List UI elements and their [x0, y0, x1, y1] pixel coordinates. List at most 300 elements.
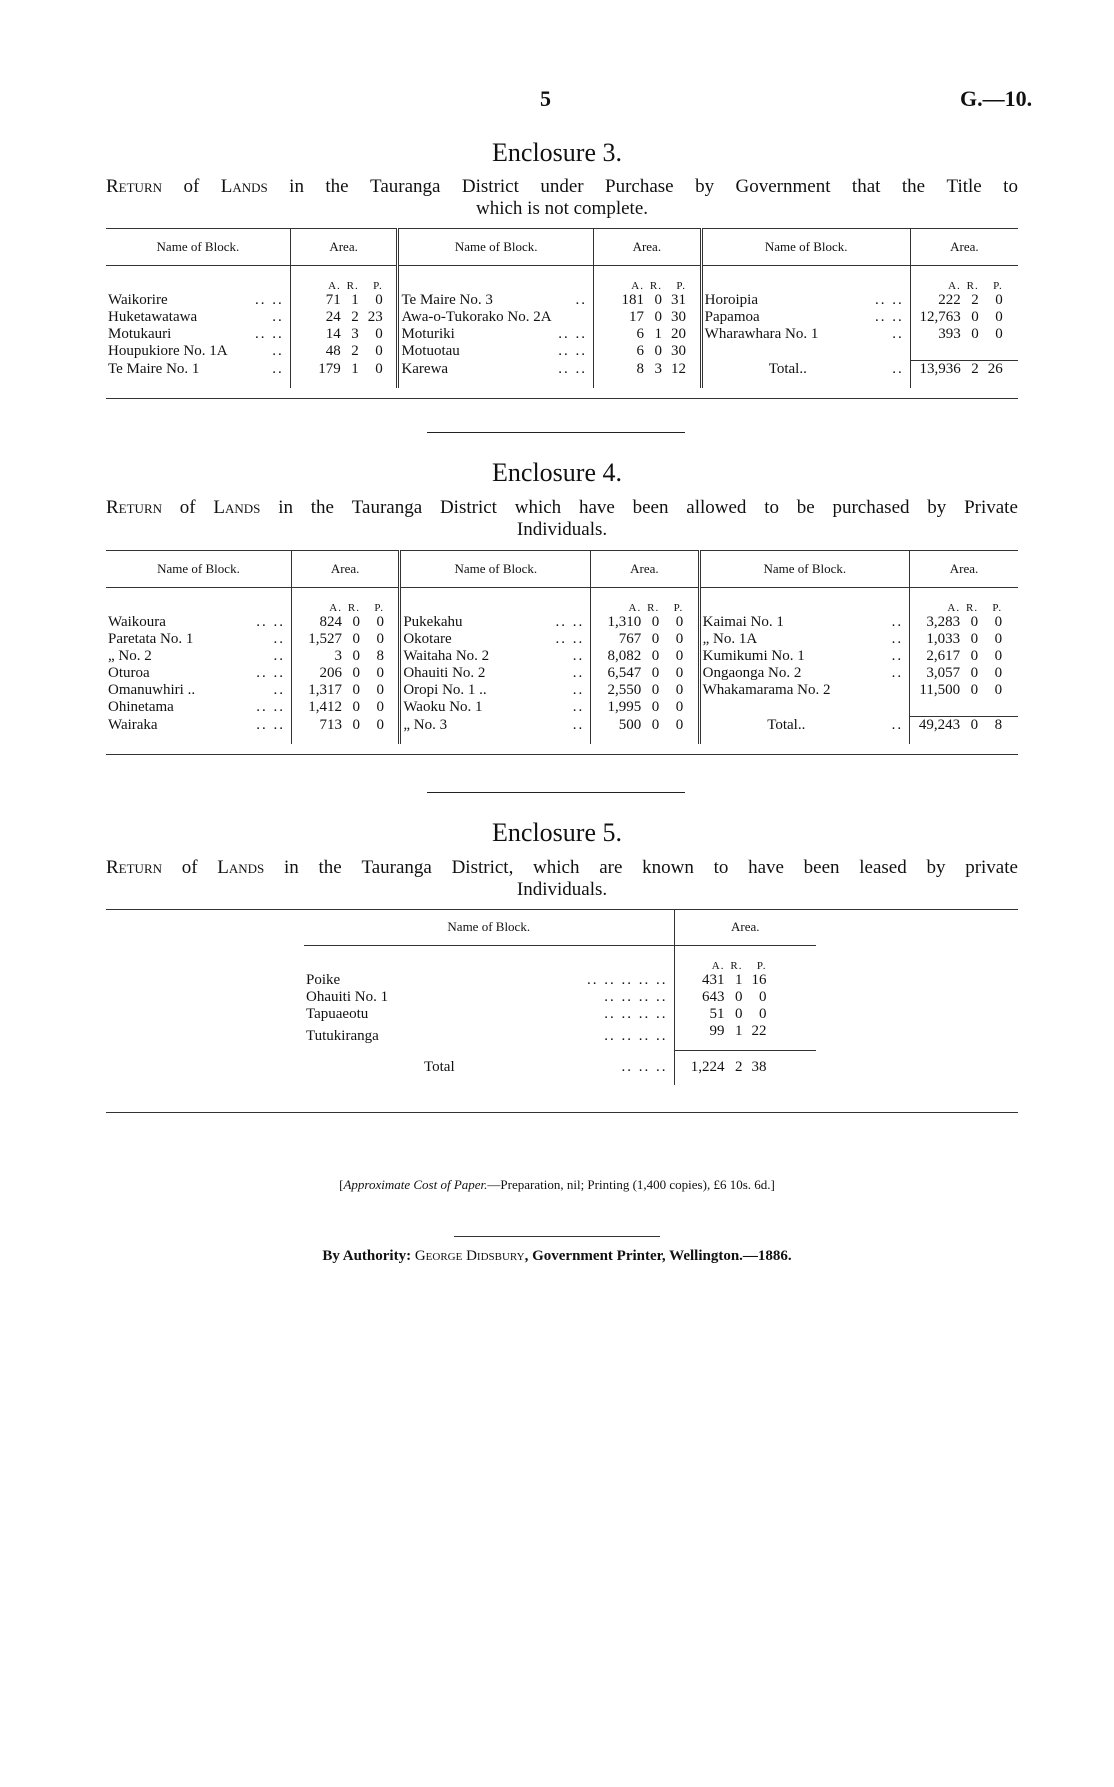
- column-header-area: Area.: [674, 909, 816, 946]
- heading-word: be: [796, 497, 815, 518]
- block-name: Oturoa: [108, 665, 150, 681]
- area-cell: [674, 1006, 816, 1023]
- block-name: Te Maire No. 3: [401, 292, 493, 308]
- arp-units: [290, 266, 398, 293]
- area-cell: [291, 648, 399, 665]
- acres-value: 3,057: [926, 665, 961, 681]
- block-name: „ No. 1A: [702, 631, 758, 647]
- enclosure-3-table: [106, 228, 1018, 399]
- spacer-cell: [424, 946, 674, 973]
- block-name: Kumikumi No. 1: [702, 648, 805, 664]
- roods-unit: R.: [346, 280, 359, 292]
- roods-value: 1: [351, 360, 359, 377]
- block-name: [699, 699, 870, 717]
- leader-dots: ..: [554, 699, 591, 717]
- total-text: Total: [424, 1059, 455, 1075]
- block-name: Poike: [306, 972, 341, 988]
- acres-value: 824: [319, 614, 342, 630]
- acres-unit: A.: [329, 602, 342, 614]
- perches-unit: P.: [373, 280, 383, 292]
- roods-value: 2: [351, 309, 359, 325]
- area-cell: [910, 717, 1018, 745]
- roods-value: 0: [971, 326, 979, 342]
- footer-cell: [106, 388, 1018, 399]
- perches-value: 16: [751, 972, 767, 988]
- heading-word: by: [926, 857, 946, 878]
- area-cell: [291, 682, 399, 699]
- area-cell: [910, 699, 1018, 717]
- spacer-cell: [699, 588, 870, 615]
- heading-word: the: [318, 857, 342, 878]
- roods-value: 0: [971, 309, 979, 325]
- table-row: [106, 648, 1018, 665]
- block-name: Te Maire No. 1: [108, 360, 200, 377]
- column-header-name: Name of Block.: [106, 551, 291, 588]
- column-header-area: Area.: [593, 229, 701, 266]
- roods-value: 0: [352, 631, 360, 647]
- heading-word: leased: [859, 857, 907, 878]
- heading-word: been: [803, 857, 840, 878]
- acres-value: 1,317: [308, 682, 342, 698]
- perches-value: 0: [375, 326, 383, 342]
- leader-dots: .. ..: [554, 631, 591, 648]
- spacer-cell: [870, 588, 910, 615]
- roods-value: 0: [651, 716, 660, 733]
- roods-value: 0: [970, 717, 979, 733]
- leader-dots: .. ..: [251, 292, 290, 309]
- heading-word: Title: [946, 176, 982, 197]
- acres-value: 12,763: [919, 309, 961, 325]
- table-footer-rule: [106, 744, 1018, 755]
- roods-value: 0: [352, 716, 360, 733]
- enclosure-5-title: Enclosure 5.: [492, 818, 622, 847]
- leader-dots: ..: [554, 648, 591, 665]
- enclosure-4-heading-line1: [106, 497, 1018, 519]
- acres-value: 222: [938, 292, 961, 308]
- enclosure-4-table: [106, 550, 1018, 755]
- heading-word: in: [278, 497, 293, 518]
- area-cell: [674, 989, 816, 1006]
- leader-dots: ..: [251, 309, 290, 326]
- perches-value: 0: [675, 631, 684, 647]
- heading-word: to: [1003, 176, 1018, 197]
- leader-dots: ..: [871, 361, 910, 389]
- perches-value: 0: [675, 716, 684, 733]
- area-cell: [593, 309, 701, 326]
- perches-value: 30: [670, 309, 686, 325]
- roods-value: 1: [351, 292, 359, 308]
- perches-value: 0: [675, 648, 684, 664]
- heading-word: by: [695, 176, 715, 197]
- block-name: Ongaonga No. 2: [702, 665, 802, 681]
- roods-value: 0: [735, 989, 743, 1005]
- perches-value: 0: [995, 292, 1003, 308]
- block-name: Ohauiti No. 1: [306, 989, 389, 1005]
- leader-dots: ..: [251, 343, 290, 361]
- table-row: [106, 682, 1018, 699]
- leader-dots: .. .. .. ..: [424, 1023, 674, 1051]
- acres-value: 767: [618, 631, 642, 647]
- table-row: [106, 631, 1018, 648]
- acres-unit: A.: [947, 602, 961, 614]
- leader-dots: [557, 309, 593, 326]
- enclosure-5-table: [304, 909, 816, 1085]
- block-name: Papamoa: [704, 309, 760, 325]
- block-name: Tapuaeotu: [306, 1006, 369, 1022]
- block-name: Okotare: [403, 631, 452, 647]
- perches-value: 20: [670, 326, 686, 342]
- block-name: Huketawatawa: [108, 309, 198, 325]
- acres-value: 643: [702, 989, 725, 1005]
- acres-value: 393: [938, 326, 961, 342]
- perches-value: 0: [675, 682, 684, 698]
- table-row: [106, 665, 1018, 682]
- roods-value: 0: [970, 648, 979, 664]
- enclosure-4-heading-line2: Individuals.: [516, 519, 608, 540]
- block-name: Wharawhara No. 1: [704, 326, 819, 342]
- acres-value: 2,550: [607, 682, 642, 698]
- block-name: Pukekahu: [403, 614, 463, 630]
- acres-value: 51: [709, 1006, 725, 1022]
- area-cell: [591, 614, 699, 631]
- leader-dots: ..: [870, 631, 910, 648]
- acres-value: 1,224: [690, 1059, 725, 1076]
- heading-word: have: [748, 857, 784, 878]
- heading-word: private: [965, 857, 1018, 878]
- perches-value: 0: [994, 665, 1003, 681]
- perches-value: 0: [995, 309, 1003, 325]
- leader-dots: .. .. .. ..: [424, 1006, 674, 1023]
- perches-value: 8: [376, 648, 384, 664]
- heading-word: District: [461, 176, 519, 197]
- block-name: Oropi No. 1 ..: [403, 682, 487, 698]
- area-cell: [674, 1051, 816, 1085]
- leader-dots: .. ..: [557, 326, 593, 343]
- area-cell: [674, 1023, 816, 1051]
- perches-value: 0: [376, 631, 384, 647]
- total-label: [424, 1051, 674, 1085]
- leader-dots: .. ..: [557, 343, 593, 361]
- acres-value: 6,547: [607, 665, 642, 681]
- heading-word: by: [927, 497, 947, 518]
- area-cell: [291, 631, 399, 648]
- spacer-cell: [400, 588, 554, 615]
- spacer-cell: [557, 266, 593, 293]
- column-header-name: Name of Block.: [699, 551, 909, 588]
- perches-unit: P.: [756, 960, 767, 972]
- printer-name: George Didsbury: [414, 1248, 525, 1264]
- document-reference: G.—10.: [960, 86, 1033, 111]
- enclosure-5-heading-line2: Individuals.: [516, 879, 608, 900]
- area-cell: [591, 665, 699, 682]
- table-footer-rule: [106, 388, 1018, 399]
- table-row: [304, 989, 816, 1006]
- area-cell: [910, 292, 1018, 309]
- roods-value: 0: [651, 631, 660, 647]
- area-cell: [910, 361, 1018, 389]
- cost-note-detail: —Preparation, nil; Printing (1,400 copies), £6 10s. 6d.: [487, 1177, 771, 1192]
- arp-units: [591, 588, 699, 615]
- authority-prefix: By Authority:: [322, 1248, 412, 1264]
- spacer-cell: [304, 946, 424, 973]
- perches-value: 0: [994, 631, 1003, 647]
- perches-value: 0: [994, 614, 1003, 630]
- leader-dots: ..: [554, 717, 591, 745]
- area-cell: [674, 972, 816, 989]
- acres-value: 1,310: [607, 614, 642, 630]
- block-name: Waoku No. 1: [403, 699, 483, 716]
- leader-dots: .. ..: [554, 614, 591, 631]
- leader-dots: .. ..: [252, 717, 292, 745]
- leader-dots: .. ..: [251, 326, 290, 343]
- leader-dots: .. ..: [252, 699, 292, 717]
- heading-word: in: [284, 857, 299, 878]
- leader-dots: .. ..: [252, 665, 292, 682]
- column-header-name: Name of Block.: [304, 909, 674, 946]
- heading-word: Return: [106, 497, 163, 518]
- roods-unit: R.: [647, 602, 660, 614]
- leader-dots: .. ..: [557, 361, 593, 389]
- area-cell: [291, 614, 399, 631]
- enclosure-4-title: Enclosure 4.: [492, 458, 622, 487]
- units-row: [106, 588, 1018, 615]
- roods-value: 0: [970, 631, 979, 647]
- spacer-cell: [252, 588, 292, 615]
- acres-value: 14: [325, 326, 341, 342]
- perches-value: 30: [670, 343, 686, 360]
- enclosure-5-bottom-rule: [106, 1112, 1018, 1113]
- heading-word: been: [632, 497, 669, 518]
- roods-value: 0: [970, 614, 979, 630]
- heading-word: the: [325, 176, 349, 197]
- perches-value: 0: [675, 665, 684, 681]
- leader-dots: ..: [870, 648, 910, 665]
- heading-word: purchased: [832, 497, 910, 518]
- table-row: [106, 309, 1018, 326]
- block-name: Moturiki: [401, 326, 455, 342]
- column-header-name: Name of Block.: [398, 229, 594, 266]
- heading-word: Lands: [213, 497, 261, 518]
- perches-value: 22: [751, 1023, 767, 1039]
- enclosure-5-heading-line1: [106, 857, 1018, 879]
- heading-word: have: [578, 497, 615, 518]
- enclosure-4-heading: [106, 497, 1018, 541]
- leader-dots: [870, 699, 910, 717]
- heading-word: Return: [106, 857, 163, 878]
- perches-value: 23: [367, 309, 383, 325]
- acres-value: 1,412: [308, 699, 342, 716]
- arp-units: [910, 588, 1018, 615]
- table-row: [106, 326, 1018, 343]
- area-cell: [593, 343, 701, 361]
- leader-dots: ..: [554, 682, 591, 699]
- area-cell: [910, 326, 1018, 343]
- perches-value: 0: [995, 326, 1003, 342]
- area-cell: [910, 665, 1018, 682]
- acres-value: 48: [325, 343, 341, 360]
- block-name: Motukauri: [108, 326, 172, 342]
- block-name: Kaimai No. 1: [702, 614, 784, 630]
- column-header-name: Name of Block.: [106, 229, 290, 266]
- perches-value: 0: [375, 292, 383, 308]
- roods-unit: R.: [965, 602, 979, 614]
- area-cell: [291, 717, 399, 745]
- perches-value: 8: [994, 717, 1003, 733]
- heading-word: Return: [106, 176, 163, 197]
- block-name: Wairaka: [108, 716, 158, 733]
- roods-value: 0: [352, 665, 360, 681]
- roods-unit: R.: [730, 960, 743, 972]
- area-cell: [291, 665, 399, 682]
- roods-unit: R.: [966, 280, 979, 292]
- acres-value: 6: [636, 326, 644, 342]
- area-cell: [593, 292, 701, 309]
- roods-value: 2: [735, 1059, 743, 1076]
- heading-word: Lands: [217, 857, 265, 878]
- perches-unit: P.: [676, 280, 686, 292]
- heading-word: of: [179, 497, 196, 518]
- leader-dots: ..: [252, 648, 292, 665]
- enclosure-3-heading-line2: which is not complete.: [475, 198, 649, 219]
- area-cell: [290, 309, 398, 326]
- perches-value: 0: [994, 682, 1003, 698]
- heading-word: of: [183, 176, 200, 197]
- acres-value: 99: [709, 1023, 725, 1039]
- area-cell: [593, 361, 701, 389]
- acres-value: 181: [621, 292, 644, 308]
- perches-value: 31: [670, 292, 686, 308]
- leader-dots: ..: [554, 665, 591, 682]
- acres-value: 1,033: [926, 631, 961, 647]
- heading-word: District,: [451, 857, 514, 878]
- enclosure-3-heading-line1: [106, 176, 1018, 198]
- units-row: [106, 266, 1018, 293]
- roods-value: 0: [654, 309, 662, 325]
- heading-word: of: [181, 857, 198, 878]
- acres-unit: A.: [948, 280, 961, 292]
- leader-dots: ..: [557, 292, 593, 309]
- table-row: [304, 1006, 816, 1023]
- perches-value: 26: [987, 361, 1003, 377]
- roods-value: 0: [352, 614, 360, 630]
- table-header-row: [106, 551, 1018, 588]
- column-header-area: Area.: [910, 551, 1018, 588]
- table-row: [304, 972, 816, 989]
- roods-value: 0: [651, 648, 660, 664]
- cost-note-label: Approximate Cost of Paper.: [343, 1177, 488, 1192]
- column-header-area: Area.: [290, 229, 398, 266]
- footer-cell: [106, 744, 1018, 755]
- arp-units: [674, 946, 816, 973]
- leader-dots: ..: [252, 682, 292, 699]
- acres-value: 17: [628, 309, 644, 325]
- perches-value: 0: [759, 989, 767, 1005]
- perches-unit: P.: [992, 602, 1003, 614]
- leader-dots: .. ..: [871, 309, 910, 326]
- heading-word: which: [533, 857, 580, 878]
- acres-unit: A.: [711, 960, 725, 972]
- separator-rule: [427, 792, 685, 793]
- heading-word: that: [851, 176, 881, 197]
- area-cell: [593, 326, 701, 343]
- area-cell: [910, 309, 1018, 326]
- acres-value: 206: [319, 665, 342, 681]
- perches-value: 0: [376, 699, 384, 716]
- leader-dots: ..: [252, 631, 292, 648]
- acres-value: 3,283: [926, 614, 961, 630]
- roods-value: 0: [651, 614, 660, 630]
- footer-rule: [454, 1236, 660, 1237]
- cost-note: [Approximate Cost of Paper.—Preparation, nil; Printing (1,400 copies), £6 10s. 6d.]: [339, 1177, 775, 1192]
- area-cell: [591, 631, 699, 648]
- spacer-cell: [251, 266, 290, 293]
- leader-dots: ..: [870, 665, 910, 682]
- heading-word: Private: [964, 497, 1018, 518]
- area-cell: [591, 717, 699, 745]
- enclosure-3-heading: [106, 176, 1018, 220]
- block-name: Motuotau: [401, 343, 460, 360]
- roods-value: 0: [352, 648, 360, 664]
- table-row: [106, 292, 1018, 309]
- acres-value: 8,082: [607, 648, 642, 664]
- leader-dots: .. ..: [871, 292, 910, 309]
- heading-word: to: [713, 857, 729, 878]
- heading-word: are: [599, 857, 623, 878]
- roods-value: 1: [735, 972, 743, 988]
- heading-word: known: [642, 857, 694, 878]
- roods-unit: R.: [347, 602, 360, 614]
- perches-value: 0: [376, 665, 384, 681]
- page-number: 5: [540, 86, 551, 111]
- column-header-name: Name of Block.: [701, 229, 910, 266]
- column-header-area: Area.: [291, 551, 399, 588]
- table-row: [106, 699, 1018, 717]
- area-cell: [910, 343, 1018, 361]
- acres-value: 71: [325, 292, 341, 308]
- acres-value: 2,617: [926, 648, 961, 664]
- roods-value: 2: [971, 361, 979, 377]
- roods-unit: R.: [649, 280, 662, 292]
- heading-word: the: [310, 497, 334, 518]
- perches-value: 12: [670, 360, 686, 377]
- area-cell: [290, 326, 398, 343]
- roods-value: 2: [971, 292, 979, 308]
- block-name: Horoipia: [704, 292, 758, 308]
- table-row: [106, 361, 1018, 389]
- perches-value: 0: [675, 614, 684, 630]
- block-name: Whakamarama No. 2: [702, 682, 831, 698]
- table-row: [106, 343, 1018, 361]
- perches-value: 0: [994, 648, 1003, 664]
- leader-dots: .. .. ..: [621, 1059, 668, 1075]
- block-name: Houpukiore No. 1A: [108, 343, 228, 360]
- acres-value: 179: [318, 360, 341, 377]
- block-name: [701, 343, 871, 361]
- perches-value: 0: [375, 343, 383, 360]
- leader-dots: .. .. .. .. ..: [424, 972, 674, 989]
- perches-value: 0: [376, 682, 384, 698]
- heading-word: allowed: [686, 497, 747, 518]
- block-name: Awa-o-Tukorako No. 2A: [401, 309, 552, 325]
- perches-unit: P.: [374, 602, 384, 614]
- leader-dots: ..: [870, 614, 910, 631]
- heading-word: Tauranga: [361, 857, 432, 878]
- block-name: „ No. 3: [403, 716, 448, 733]
- area-cell: [910, 648, 1018, 665]
- arp-units: [593, 266, 701, 293]
- roods-value: 2: [351, 343, 359, 360]
- perches-value: 0: [759, 1006, 767, 1022]
